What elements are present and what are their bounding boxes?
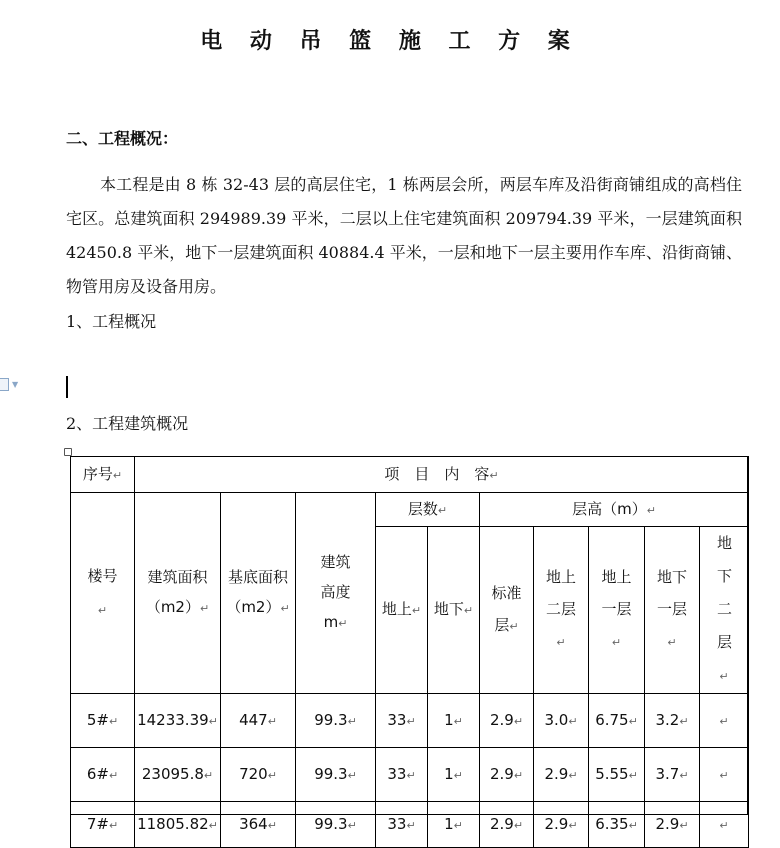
header-height: 建筑高度m↵ (296, 493, 376, 694)
header-items: 项 目 内 容↵ (135, 457, 749, 493)
cell-b2: ↵ (700, 802, 749, 848)
cell-area: 11805.82↵ (135, 802, 221, 848)
document-title: 电 动 吊 篮 施 工 方 案 (200, 28, 580, 54)
table-move-handle[interactable] (64, 448, 72, 456)
text-cursor (66, 376, 68, 398)
cell-std: 2.9↵ (480, 694, 534, 748)
header-floors: 层数↵ (376, 493, 480, 527)
cell-height: 99.3↵ (296, 748, 376, 802)
cell-above: 33↵ (376, 748, 428, 802)
header-2f: 地上二层↵ (534, 527, 589, 694)
header-1f: 地上一层↵ (589, 527, 645, 694)
sub-heading-project-overview: 1、工程概况 (66, 312, 157, 331)
cell-building: 5#↵ (71, 694, 135, 748)
cell-height: 99.3↵ (296, 694, 376, 748)
cell-height: 99.3↵ (296, 802, 376, 848)
cell-1f: 5.55↵ (589, 748, 645, 802)
cell-1f: 6.75↵ (589, 694, 645, 748)
header-above: 地上↵ (376, 527, 428, 694)
page-marker-icon[interactable] (0, 378, 9, 391)
header-building: 楼号↵ (71, 493, 135, 694)
cell-below: 1↵ (428, 802, 480, 848)
cell-1f: 6.35↵ (589, 802, 645, 848)
cell-2f: 2.9↵ (534, 802, 589, 848)
header-base-area: 基底面积（m2）↵ (221, 493, 296, 694)
building-overview-table (70, 456, 749, 848)
dropdown-arrow-icon[interactable]: ▼ (12, 380, 19, 389)
cell-std: 2.9↵ (480, 748, 534, 802)
table-row (71, 802, 749, 848)
sub-heading-building-overview: 2、工程建筑概况 (66, 414, 189, 433)
section-heading: 二、工程概况： (66, 129, 179, 148)
cell-building: 7#↵ (71, 802, 135, 848)
cell-b1: 3.2↵ (645, 694, 700, 748)
cell-area: 14233.39↵ (135, 694, 221, 748)
cell-base: 364↵ (221, 802, 296, 848)
header-floor-height: 层高（m）↵ (480, 493, 749, 527)
cell-base: 447↵ (221, 694, 296, 748)
cell-area: 23095.8↵ (135, 748, 221, 802)
cell-above: 33↵ (376, 694, 428, 748)
intro-paragraph: 本工程是由 8 栋 32-43 层的高层住宅，1 栋两层会所，两层车库及沿街商铺组成的高档住宅区。总建筑面积 294989.39 平米，二层以上住宅建筑面积 209794.39 平米，一层建筑面积 42450.8 平米，地下一层建筑面积 40884.4 平米，一层和地下一层主要用作车库、沿街商铺、物管用房及设备用房。 (66, 175, 742, 296)
cell-b1: 2.9↵ (645, 802, 700, 848)
cell-b2: ↵ (700, 694, 749, 748)
cell-above: 33↵ (376, 802, 428, 848)
cell-below: 1↵ (428, 694, 480, 748)
cell-2f: 3.0↵ (534, 694, 589, 748)
cell-2f: 2.9↵ (534, 748, 589, 802)
header-below: 地下↵ (428, 527, 480, 694)
table-row (71, 748, 749, 802)
cell-base: 720↵ (221, 748, 296, 802)
header-seq: 序号↵ (71, 457, 135, 493)
cell-b1: 3.7↵ (645, 748, 700, 802)
cell-std: 2.9↵ (480, 802, 534, 848)
table-row (71, 694, 749, 748)
cell-building: 6#↵ (71, 748, 135, 802)
header-std: 标准层↵ (480, 527, 534, 694)
header-b1: 地下一层↵ (645, 527, 700, 694)
header-b2: 地下二层↵ (700, 527, 749, 694)
cell-below: 1↵ (428, 748, 480, 802)
header-area: 建筑面积（m2）↵ (135, 493, 221, 694)
cell-b2: ↵ (700, 748, 749, 802)
